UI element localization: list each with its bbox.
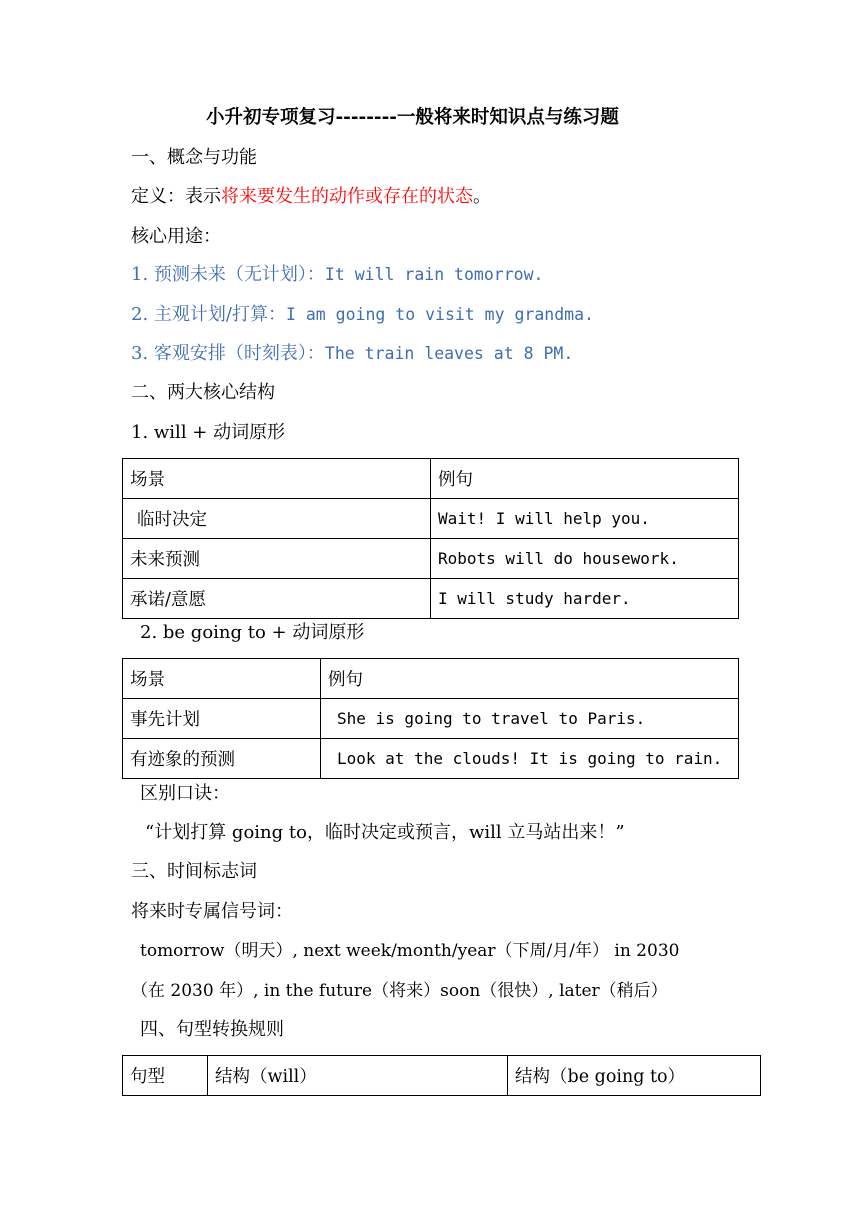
structure1-heading: 1. will + 动词原形 (131, 422, 286, 443)
definition-prefix: 定义：表示 (131, 186, 221, 207)
table-header-cell: 场景 (123, 459, 431, 499)
table-cell: 有迹象的预测 (123, 739, 321, 779)
table-row (123, 739, 739, 779)
use-cn: 预测未来（无计划）： (153, 264, 325, 285)
signal-line-2: （在 2030 年）, in the future（将来）soon（很快）, later（稍后） (131, 981, 668, 1001)
use-cn: 客观安排（时刻表）： (153, 343, 325, 364)
table-cell: Wait! I will help you. (431, 499, 739, 539)
use-en: It will rain tomorrow. (324, 265, 544, 284)
table-cell: Robots will do housework. (431, 539, 739, 579)
section3-heading: 三、时间标志词 (131, 861, 257, 882)
document-title: 小升初专项复习--------一般将来时知识点与练习题 (206, 107, 619, 128)
table-header-cell: 例句 (321, 659, 739, 699)
signal-heading: 将来时专属信号词： (131, 901, 293, 922)
table-cell: I will study harder. (431, 579, 739, 619)
use-cn: 主观计划/打算： (153, 304, 286, 325)
table-header-cell: 结构（will） (208, 1056, 508, 1096)
section1-heading: 一、概念与功能 (131, 147, 257, 168)
table-cell: Look at the clouds! It is going to rain. (321, 739, 739, 779)
mnemonic-text: “计划打算 going to，临时决定或预言，will 立马站出来！” (145, 822, 625, 843)
sentence-conversion-table (122, 1055, 761, 1096)
use-item-3 (131, 342, 573, 366)
table-row (123, 499, 739, 539)
use-item-1 (131, 263, 543, 287)
definition-suffix: 。 (473, 186, 491, 207)
table-header-row (123, 659, 739, 699)
signal-line-1: tomorrow（明天）, next week/month/year（下周/月/年） in 2030 (140, 941, 680, 961)
definition-line (131, 185, 491, 209)
table-cell: 承诺/意愿 (123, 579, 431, 619)
section4-heading: 四、句型转换规则 (140, 1019, 284, 1040)
structure2-heading: 2. be going to + 动词原形 (140, 622, 365, 643)
table-row (123, 539, 739, 579)
use-number: 2. (131, 304, 149, 325)
use-en: I am going to visit my grandma. (286, 305, 594, 324)
table-row (123, 699, 739, 739)
use-number: 1. (131, 264, 149, 285)
use-number: 3. (131, 343, 149, 364)
table-header-row (123, 1056, 761, 1096)
table-cell: She is going to travel to Paris. (321, 699, 739, 739)
will-table (122, 458, 739, 619)
mnemonic-heading: 区别口诀： (140, 783, 230, 804)
table-header-cell: 例句 (431, 459, 739, 499)
section2-heading: 二、两大核心结构 (131, 382, 275, 403)
table-header-cell: 句型 (123, 1056, 208, 1096)
use-en: The train leaves at 8 PM. (324, 344, 574, 363)
table-header-cell: 场景 (123, 659, 321, 699)
table-cell: 临时决定 (123, 499, 431, 539)
uses-heading: 核心用途： (131, 226, 221, 247)
table-cell: 事先计划 (123, 699, 321, 739)
table-header-cell: 结构（be going to） (508, 1056, 761, 1096)
table-row (123, 579, 739, 619)
definition-highlight: 将来要发生的动作或存在的状态 (221, 186, 473, 207)
going-to-table (122, 658, 739, 779)
table-header-row (123, 459, 739, 499)
table-cell: 未来预测 (123, 539, 431, 579)
use-item-2 (131, 303, 594, 327)
